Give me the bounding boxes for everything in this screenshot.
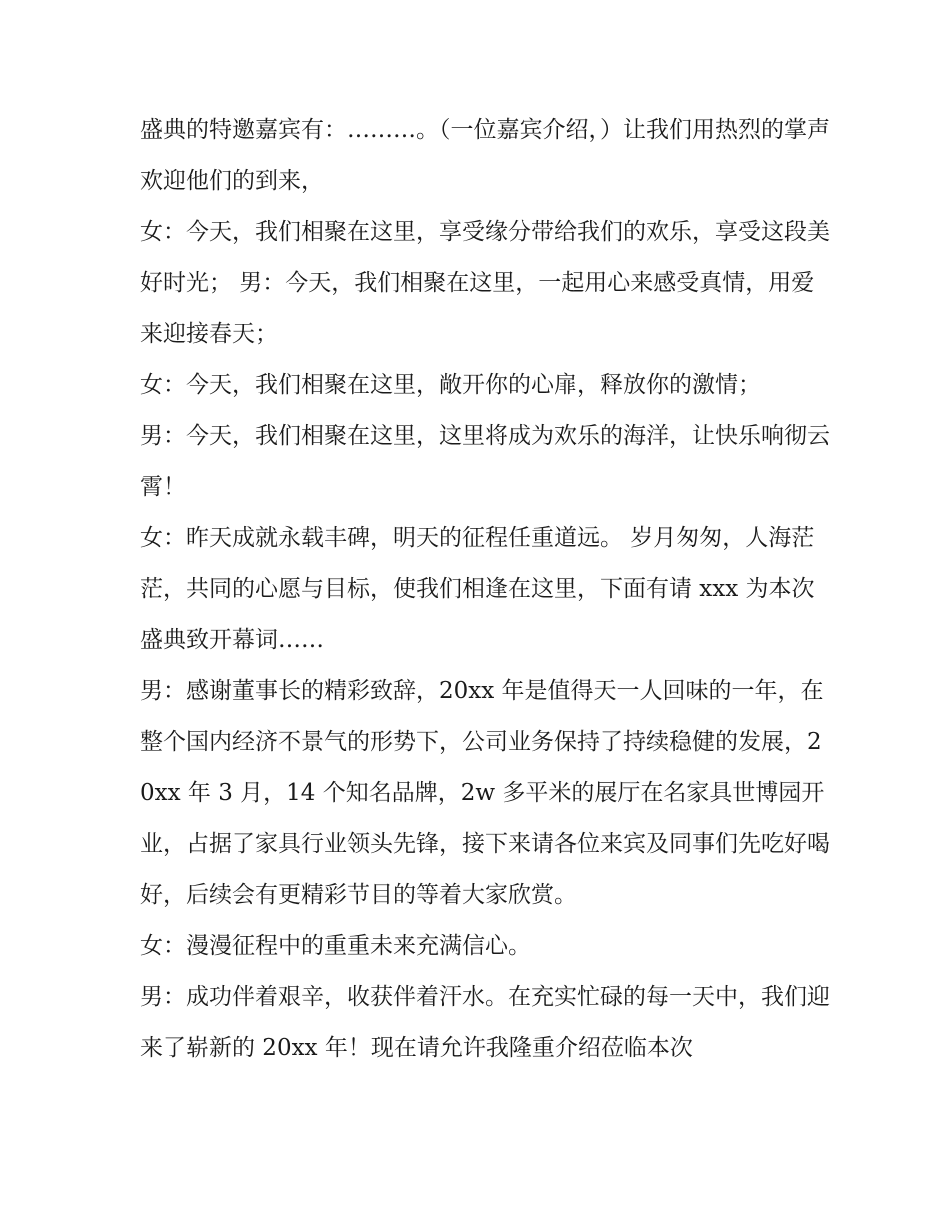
paragraph-dialogue-4: 女：昨天成就永载丰碑，明天的征程任重道远。 岁月匆匆，人海茫茫，共同的心愿与目标，使我们相逢在这里，下面有请 xxx 为本次盛典致开幕词…… [140, 525, 815, 653]
paragraph-dialogue-7: 男：成功伴着艰辛，收获伴着汗水。在充实忙碌的每一天中，我们迎来了崭新的 20xx 年！现在请允许我隆重介绍莅临本次 [140, 984, 830, 1061]
paragraph-dialogue-5: 男：感谢董事长的精彩致辞，20xx 年是值得天一人回味的一年，在整个国内经济不景气的形势下，公司业务保持了持续稳健的发展，20xx 年 3 月，14 个知名品牌，2w 多平米的展厅在名家具世博园开业，占据了家具行业领头先锋，接下来请各位来宾及同事们先吃好喝好，后续会有更精彩节目的等着大家欣赏。 [140, 678, 830, 908]
paragraph-guest-intro: 盛典的特邀嘉宾有：………。（一位嘉宾介绍，）让我们用热烈的掌声欢迎他们的到来， [140, 117, 830, 194]
paragraph-dialogue-3: 男：今天，我们相聚在这里，这里将成为欢乐的海洋，让快乐响彻云霄！ [140, 423, 830, 500]
paragraph-dialogue-2: 女：今天，我们相聚在这里，敞开你的心扉，释放你的激情； [140, 372, 761, 398]
paragraph-dialogue-6: 女：漫漫征程中的重重未来充满信心。 [140, 933, 531, 959]
paragraph-dialogue-1: 女：今天，我们相聚在这里，享受缘分带给我们的欢乐，享受这段美好时光； 男：今天，我们相聚在这里，一起用心来感受真情，用爱来迎接春天； [140, 219, 830, 347]
document-body [140, 105, 830, 1074]
